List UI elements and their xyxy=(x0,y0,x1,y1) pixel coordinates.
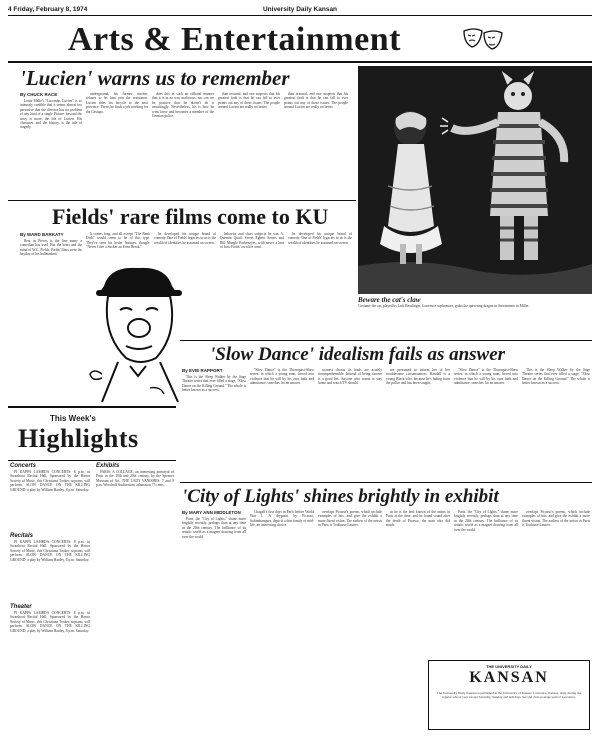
story-city-col-5-text: Paris, the "City of Lights," shone more brightly recently, perhaps than at any time in the 20th century. The brilliance of its artistic world as a magnet drawing from all over the world. xyxy=(454,510,518,532)
story-slowdance-col-1-text: This is the Sleep Walker by the Sage Theatre series that ever filled a stage, "Slow Dance on the Killing Ground." The whole is better known as a success. xyxy=(182,375,246,393)
highlights-kicker: This Week's xyxy=(50,414,96,423)
play-photo xyxy=(358,66,592,294)
play-photo-caption xyxy=(358,296,592,308)
story-slowdance-col-3 xyxy=(318,368,382,479)
city-top-rule xyxy=(180,482,592,483)
story-city-col-3-text: overlaps Picasso's poems, which include examples of bits, and give the exhibit a more fluent vision. The earliest of the artists in Paris is Toulouse-Lautrec. xyxy=(318,510,382,528)
story-lucien-col-4-text: than textural, and one suspects that his greatest fault is that he can fall to ever points out any of these issues. The people around Lucien are really no better. xyxy=(218,92,280,110)
story-fields-col-1-text: Rest in Pieces is the line many a comedian has used. But the heart and the mind of W.C. Fields. Fields' films were the heyday of his hallmarked. xyxy=(20,239,82,257)
story-fields-col-2-text: It comes long, and all except "The Bank Dick" would seem to be of this type. They've seen his better features, though: "Never Give a Sucker an Even Break." xyxy=(86,232,150,250)
story-slowdance-col-4 xyxy=(386,368,450,479)
story-slowdance-col-4-text: are presumed to inform her of her troublesome circumstances. Randall is a young Black who, because he's hiding from the police and has been sought. xyxy=(386,368,450,386)
kansan-small-title: THE UNIVERSITY DAILY xyxy=(486,664,532,669)
story-city-col-1-text: Paris, the "City of Lights," shone more brightly recently, perhaps than at any time in the 20th century. The brilliance of its artistic world as a magnet drawing from all over the world. xyxy=(182,517,246,539)
story-lucien-col-2-text: underground, his former teacher, refuses to let him join the resistance. Lucien rides his bicycle to the next province. There, he finds a job working for the Gestapo. xyxy=(86,92,148,114)
story-lucien-col-3 xyxy=(152,92,214,199)
story-fields-col-4 xyxy=(220,232,284,340)
section-theater: Theater xyxy=(10,604,32,610)
story-slowdance-col-5 xyxy=(454,368,518,479)
story-slowdance-col-3-text: soonest chorus its leads are acutely incomprehensible. Instead of being sincere is a good bet. Anyone who wants to stay home and watch TV should. xyxy=(318,368,382,386)
story-fields-headline: Fields' rare films come to KU xyxy=(52,204,329,229)
section-title: Arts & Entertainment xyxy=(68,21,401,58)
story-slowdance-col-1 xyxy=(182,375,246,479)
story-lucien-col-2 xyxy=(86,92,148,199)
theater-masks-icon xyxy=(460,27,506,51)
story-fields-col-5-text: he developed his unique brand of comedy. One of Fields' legacies to us is the wealth of identities he assumed on screen. xyxy=(288,232,352,245)
story-city-byline: By MARY ANN MIDDLETON xyxy=(182,510,241,515)
story-city-col-6 xyxy=(522,510,590,656)
section-banner xyxy=(8,17,592,61)
highlights-box xyxy=(8,406,176,736)
story-city-col-2 xyxy=(250,510,314,729)
highlights-col-1c-text: PI KAPPA LAMBDA CONCERTS: 8 p.m. in Swarthout Recital Hall. Sponsored by the Honor Society of Music, this Christiana Tooker, soprano, will perform. SLOW DANCE ON THE KILLING GROUND: a play by William Hanley, 8 p.m. Saturday. xyxy=(10,611,90,633)
slowdance-top-rule xyxy=(180,340,592,341)
page-date: 4 Friday, February 8, 1974 xyxy=(8,6,88,13)
kansan-masthead-box xyxy=(428,660,590,730)
story-slowdance-col-5-text: "Slow Dance" is the Thornquist-Shaw series, in which a young man, forced into violence that he will by his own faith and admittance, searches for an answer. xyxy=(454,368,518,386)
section-recitals: Recitals xyxy=(10,533,34,539)
caption-title: Beware the cat's claw xyxy=(358,296,421,304)
highlights-col-1c xyxy=(10,611,90,733)
caption-body: Costume the cat, played by Jack Reutlinger, Lawrence sophomore, grabs the quivering dragon in Sacramento in Miller. xyxy=(358,304,530,308)
story-slowdance-col-6 xyxy=(522,368,590,479)
story-city-col-3 xyxy=(318,510,382,729)
story-lucien-byline: By CHUCK RACE xyxy=(20,92,58,97)
highlights-col-1-text: PI KAPPA LAMBDA CONCERTS: 8 p.m. in Swarthout Recital Hall. Sponsored by the Honor Society of Music, this Christiana Tooker, soprano, will perform. SLOW DANCE ON THE KILLING GROUND: a play by William Hanley, 8 p.m. Saturday. xyxy=(10,470,90,492)
story-slowdance-col-6-text: This is the Sleep Walker by the Sage Theatre series that ever filled a stage, "Slow Dance on the Killing Ground." The whole is better known as a success. xyxy=(522,368,590,386)
section-exhibits: Exhibits xyxy=(96,463,120,469)
story-fields-col-1 xyxy=(20,239,82,401)
story-fields-col-2 xyxy=(86,232,150,260)
play-photo-image xyxy=(358,66,592,294)
banner-rule xyxy=(8,61,592,63)
story-lucien-col-3-text: does this in such an offhand manner that it is in no way malicious, nor can we be positive that he doesn't do it unwittingly. Nevertheless, his is how he wins favor and becomes a member of the German police. xyxy=(152,92,214,119)
story-city-col-2-text: Chagall's first days in Paris before World War I. A drypoint by Picasso, Saltimbanques, depicts a thin family of mid-life, an interesting choice. xyxy=(250,510,314,528)
story-lucien-col-1-text: Louis Malle's "Lacombe, Lucien" is so intensely credible that it seems almost too pervasive that the director has no problem of any kind of a single Picture: beyond the story is more, the life of Lucien. His character, and the history, is the tale of tragedy. xyxy=(20,99,82,130)
story-lucien-col-1 xyxy=(20,99,82,199)
highlights-title: Highlights xyxy=(18,424,139,453)
story-city-col-4-text: as he is the best known of the artists in Paris at the time, and he found sound after the death of Picasso, the man who did much. xyxy=(386,510,450,528)
fields-top-rule xyxy=(8,200,356,201)
story-city-headline: 'City of Lights' shines brightly in exhibit xyxy=(182,486,499,507)
highlights-col-2 xyxy=(96,470,174,733)
story-lucien-col-5 xyxy=(284,92,348,199)
story-fields-col-3 xyxy=(154,232,216,260)
highlights-col-1b xyxy=(10,540,90,600)
story-slowdance-col-2 xyxy=(250,368,314,479)
section-concerts: Concerts xyxy=(10,463,37,469)
story-lucien-headline: 'Lucien' warns us to remember xyxy=(20,66,290,90)
story-fields-col-4-text: behavior and short subjects he was A. Quentin Quail, Sweet Egbert Souse, and Bill Mangle Porkeneyes, with never a hint of how Fields' own life went. xyxy=(220,232,284,250)
highlights-col-2-text: PARIS: A COLLAGE, an interesting portrayal of Paris in the 19th and 20th century, by the Spencer Museum of Art. THE LADY VANISHES: 7 and 9 p.m. Woodruff Auditorium, admission 75 cents. xyxy=(96,470,174,488)
kansan-body: The University Daily Kansan is published at the University of Kansas, Lawrence, Kansas, daily during the regular school year except Saturday, Sunday and holidays. Second class postage paid at Lawrence. xyxy=(436,691,582,700)
story-city-col-5 xyxy=(454,510,518,656)
story-slowdance-col-2-text: "Slow Dance" is the Thornquist-Shaw series, in which a young man, forced into violence that he will by his own faith and admittance, searches for an answer. xyxy=(250,368,314,386)
story-fields-col-3-text: he developed his unique brand of comedy. One of Fields' legacies to us is the wealth of identities he assumed on screen. xyxy=(154,232,216,245)
kansan-name: KANSAN xyxy=(469,669,549,686)
highlights-col-1 xyxy=(10,470,90,530)
story-slowdance-byline: By EVIE RAPPORT xyxy=(182,368,223,373)
story-lucien-col-4 xyxy=(218,92,280,199)
story-city-col-6-text: overlaps Picasso's poems, which include examples of bits, and give the exhibit a more fluent vision. The earliest of the artists in Paris is Toulouse-Lautrec. xyxy=(522,510,590,528)
header-rule xyxy=(8,15,592,16)
story-fields-col-5 xyxy=(288,232,352,340)
highlights-header xyxy=(8,406,176,461)
story-lucien-col-5-text: than textural, and one suspects that his greatest fault is that he can fall to ever points out any of these issues. The people around Lucien are really no better. xyxy=(284,92,348,110)
paper-name: University Daily Kansan xyxy=(262,6,338,13)
wc-fields-caricature xyxy=(86,262,192,404)
story-slowdance-headline: 'Slow Dance' idealism fails as answer xyxy=(210,344,506,365)
story-city-col-1 xyxy=(182,517,246,729)
highlights-col-1b-text: PI KAPPA LAMBDA CONCERTS: 8 p.m. in Swarthout Recital Hall. Sponsored by the Honor Society of Music, this Christiana Tooker, soprano, will perform. SLOW DANCE ON THE KILLING GROUND: a play by William Hanley, 8 p.m. Saturday. xyxy=(10,540,90,562)
story-fields-byline: By WARD BARKATY xyxy=(20,232,64,237)
